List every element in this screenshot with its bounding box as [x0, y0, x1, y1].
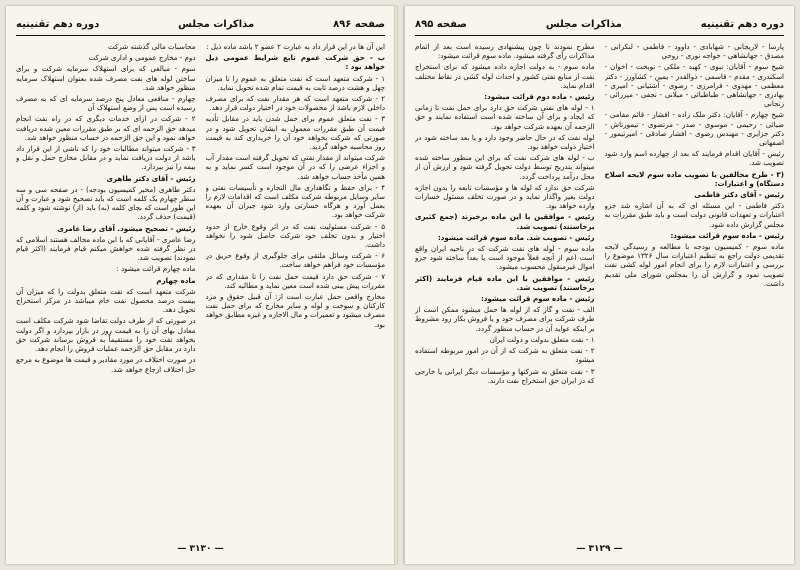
paragraph: دکتر طاهری (مخبر کمیسیون بودجه) - در صفحه سی و سه سطر چهارم یک کلمه است که باید تصحیح شود و عبارت و آن این طور است که بجای کلمه (به) باید (از) نوشته شود و کلمه (قیمت) حذف گردد.	[16, 184, 196, 222]
paragraph: شرکت متعهد است که نفت متعلق بدولت را که میزان آن بیست درصد محصول نفت خام میباشد در مرکز استخراج تحویل دهد.	[16, 286, 196, 315]
text-column-right	[206, 42, 386, 538]
paragraph: ۱ - لوله های نفتی شرکت حق دارد برای حمل نفت تا زمانی که ایجاد و برای آن ساخته شده است استفاده نمایند و حق الزحمه آن بعهده شرکت خواهد بود.	[415, 103, 595, 131]
paragraph: ۴ - برای حفظ و نگاهداری مال التجاره و تأسیسات نفتی و سایر وسایل مربوطه شرکت مکلف است که اقدامات لازم را بعمل آورد و هرگاه خسارتی وارد شود جبران آن بعهده شرکت خواهد بود.	[205, 182, 385, 220]
paragraph: ۳ - نفت متعلق به شرکتها و مؤسسات دیگر ایرانی یا خارجی که در ایران حق استخراج نفت دارند.	[415, 366, 595, 385]
text-column-right	[605, 42, 785, 538]
session-label: دوره دهم تقنینیه	[16, 18, 100, 30]
journal-title: مذاکرات مجلس	[545, 18, 622, 30]
right-page	[404, 6, 794, 564]
header-rule	[16, 35, 385, 36]
paragraph: ۳ - شرکت میتواند مطالبات خود را که ناشی از این قرار داد باشد از دولت دریافت نماید و در مقابل مخارج حمل و نقل و بیمه را نیز بپردازد.	[16, 144, 196, 172]
paragraph: مطرح نمودند تا چون پیشنهادی رسیده است بعد از اتمام مذاکرات رأی گرفته میشود. ماده سوم قرائت میشود:	[415, 42, 595, 61]
paragraph: ۵ - شرکت مسئولیت نفت که در اثر وقوع خارج از حدود اختیار و بدون تخلف خود شرکت حاصل شود را نخواهد داشت.	[205, 221, 385, 250]
book-spread	[6, 6, 794, 564]
text-column-left	[16, 42, 196, 538]
paragraph: شرکت میتواند از مقدار نفتی که تحویل گرفته است مقدار آب و اجزاء عرضی را که در آن موجود است کسر نماید و به همین مأخذ حساب خواهد شد.	[205, 153, 385, 181]
speaker-line: رئیس - ماده دوم قرائت میشود:	[484, 92, 595, 102]
page-footer-number: — ۳۱۳۰ —	[177, 544, 224, 554]
paragraph: مخارج واقعی حمل عبارت است از: آن قبیل حقوق و مزد کارکنان و سوخت و لوله و سایر مخارج که برای حمل نفت مصرف میشود و تعمیرات و مال الاجاره و غیره مطابق خواهد بود.	[205, 292, 385, 329]
paragraph: محاسبات مالی گذشته شرکت	[108, 42, 196, 51]
paragraph: ۷ - شرکت حق دارد قیمت حمل نفت را تا مقداری که در مقررات پیش بینی شده است معین نماید و مطالبه کند.	[205, 271, 385, 290]
paragraph: در صورت اختلاف در مورد مقادیر و قیمت ها موضوع به مرجع حل اختلاف ارجاع خواهد شد.	[16, 355, 196, 374]
speaker-line: رئیس - موافقین با این ماده برخیزند (جمع کثیری برخاستند) تصویب شد.	[415, 212, 595, 231]
speaker-line: رئیس - آقای دکتر فاطمی	[694, 190, 784, 200]
right-page-header	[415, 14, 784, 34]
journal-title: مذاکرات مجلس	[178, 18, 255, 30]
book-gutter	[394, 6, 398, 564]
paragraph: چهارم - منافعی معادل پنج درصد سرمایه ای که به مصرف رسیده است پس از وضع استهلاک آن	[16, 94, 196, 113]
paragraph: رضا عامری - آقایانی که با این ماده مخالف هستند اسلامی که در نظر گرفته شده خواهش میکنم قیام فرمایند (اکثر قیام نمودند) تصویب شد.	[16, 234, 196, 263]
paragraph: در صورتی که از طرف دولت تقاضا شود شرکت مکلف است معادل بهای آن را به قیمت روز در بازار بپردازد و اگر دولت بخواهد نفت خود را مستقیماً به فروش برساند شرکت حق دارد در مقابل حق الزحمه عملیات فروش را انجام دهد.	[16, 316, 196, 354]
text-column-left	[415, 42, 595, 538]
speaker-line: رئیس - ماده سوم قرائت میشود:	[670, 230, 784, 240]
left-page	[6, 6, 396, 564]
paragraph: ۲ - شرکت متعهد است که هر مقدار نفت که برای مصرف داخلی لازم باشد از محصولات خود در اختیار دولت قرار دهد.	[205, 94, 385, 113]
page-footer-number: — ۳۱۲۹ —	[576, 544, 623, 554]
paragraph: ۱ - شرکت متعهد است که نفت متعلق به عموم را تا میزان چهل و هشت درصد ثابت به قیمت تمام شده تحویل نماید.	[205, 73, 385, 92]
paragraph: ۱ - نفت متعلق بدولت و دولت ایران	[489, 334, 595, 344]
page-number-label: صفحه ۸۹۵	[415, 18, 467, 30]
section-heading: ب - حق شرکت عموم تابع شرایط عمومی ذیل خواهد بود :	[205, 53, 385, 72]
paragraph: دوم - مخارج عمومی و اداری شرکت	[88, 53, 196, 63]
paragraph: پارسا - لاریجانی - شهابادی - داوود - فاطمی - لنکرانی - مصدق - جهانشاهی - خواجه نوری - روحی	[604, 42, 784, 61]
paragraph: شرکت حق ندارد که لوله ها و مؤسسات تابعه را بدون اجازه دولت بغیر واگذار نماید و در صورت تخلف مسئول خسارات وارده خواهد بود.	[415, 182, 595, 211]
paragraph: سوم - مبالغی که برای استهلاک سرمایه شرکت و برای ساختن لوله های نفت مصرف شده بعنوان استهلاک سرمایه منظور خواهد شد.	[16, 64, 196, 92]
paragraph: ب - لوله های شرکت نفت که برای این منظور ساخته شده میتواند بتدریج توسط دولت تحویل گرفته شود و ارزش آن از محل درآمد پرداخت گردد.	[415, 153, 595, 181]
paragraph: لوله نفت که در حال حاضر وجود دارد و یا بعد ساخته شود در اختیار دولت خواهد بود.	[415, 132, 595, 152]
speaker-line: رئیس - تصحیح میشود. آقای رضا عامری	[57, 223, 196, 233]
left-page-columns	[16, 42, 385, 538]
paragraph: ماده سوم - لوله های نفت شرکت که در ناحیه ایران واقع است اعم از آنچه فعلاً موجود است یا بعداً ساخته شود جزو اموال غیرمنقول محسوب میشود.	[415, 244, 595, 272]
right-page-columns	[415, 42, 784, 538]
speaker-line: رئیس - آقای دکتر طاهری	[106, 173, 196, 183]
paragraph: ۶ - شرکت وسائل ملتقی برای جلوگیری از وقوع حریق در مؤسسات خود فراهم خواهد ساخت.	[205, 251, 385, 270]
speaker-line: رئیس - تصویب شد. ماده سوم قرائت میشود:	[437, 232, 595, 242]
paragraph: الف - نفت و گاز که از لوله ها حمل میشود ممکن است از طرف شرکت برای مصرف خود و یا فروش بکار رود مشروط بر اینکه عواید آن در حساب منظور گردد.	[415, 305, 595, 333]
section-heading: (۳ - طرح مخالفین با تصویب ماده سوم لایحه اصلاح دستگاه) و اعتبارات:	[604, 169, 784, 188]
paragraph: شیخ چهارم - آقایان: دکتر ملک زاده - افشار - قائم مقامی - ضیائی - رحیمی - موسوی - صدر - مرتضوی - تیمورتاش - دکتر جزایری - مهندس رضوی - افشار صادقی - امیرتیمور - اصفهانی	[604, 110, 784, 148]
header-rule	[415, 35, 784, 36]
paragraph: ۲ - نفت متعلق به شرکت که از آن در امور مربوطه استفاده میشود	[415, 346, 595, 365]
paragraph: دکتر فاطمی - این مسئله ای که به آن اشاره شد جزو اعتبارات و تعهدات قانونی دولت است و باید طبق مقررات به مجلس گزارش داده شود.	[604, 201, 784, 229]
paragraph: رئیس - آقایان اقدام فرمایند که بعد از چهارده اسم وارد شود تصویب شد.	[604, 149, 784, 168]
speaker-line: رئیس - موافقین با این ماده قیام فرمایند (اکثر برخاستند) تصویب شد.	[415, 273, 595, 292]
paragraph: ۲ - شرکت در ازای خدمات دیگری که در راه نفت انجام میدهد حق الزحمه ای که بر طبق مقررات معین شده دریافت خواهد نمود و این حق الزحمه در حساب منظور خواهد شد.	[16, 114, 196, 142]
paragraph: ماده چهارم قرائت میشود :	[116, 264, 196, 274]
page-number-label: صفحه ۸۹۶	[333, 18, 385, 30]
paragraph: ماده سوم - به دولت اجازه داده میشود که برای استخراج نفت از منابع نفتی کشور و احداث لوله کشی در نقاط مختلف اقدام نماید.	[415, 62, 595, 90]
paragraph: ۳ - نفت متعلق عموم برای حمل شدن باید در مقابل تأدیه قیمت آن طبق مقررات معمول به ایشان تحویل شود و در صورتی که شرکت بخواهد خود آن را خریداری کند به قیمت روز محاسبه خواهد گردید.	[205, 114, 385, 152]
paragraph: این آن ها در این قرار داد به عبارت ۲ عضو ۲ باشد ماده ذیل :	[206, 42, 385, 51]
paragraph: شیخ سوم - آقایان: نبوی - کهبد - ملکی - نوبخت - اخوان - اسکندری - مقدم - قاسمی - ذوالقدر - یمین - کشاورز - دکتر معظمی - مهدوی - فرامرزی - رضوی - آشتیانی - امیری - بهادری - جهانشاهی - طباطبائی - میلانی - نجفی - میرزائی - زنجانی	[604, 62, 784, 109]
paragraph: ماده سوم - کمیسیون بودجه با مطالعه و رسیدگی لایحه تقدیمی دولت راجع به تنظیم اعتبارات سال ۱۳۲۶ موضوع را بررسی و اعتبارات لازم را برای انجام امور لوله کشی نفت تصویب نمود و گزارش آن را بمجلس شورای ملی تقدیم داشت.	[604, 242, 784, 288]
session-label: دوره دهم تقنینیه	[700, 18, 784, 30]
speaker-line: رئیس - ماده سوم قرائت میشود:	[480, 294, 595, 304]
section-heading: ماده چهارم	[156, 275, 196, 285]
left-page-header	[16, 14, 385, 34]
